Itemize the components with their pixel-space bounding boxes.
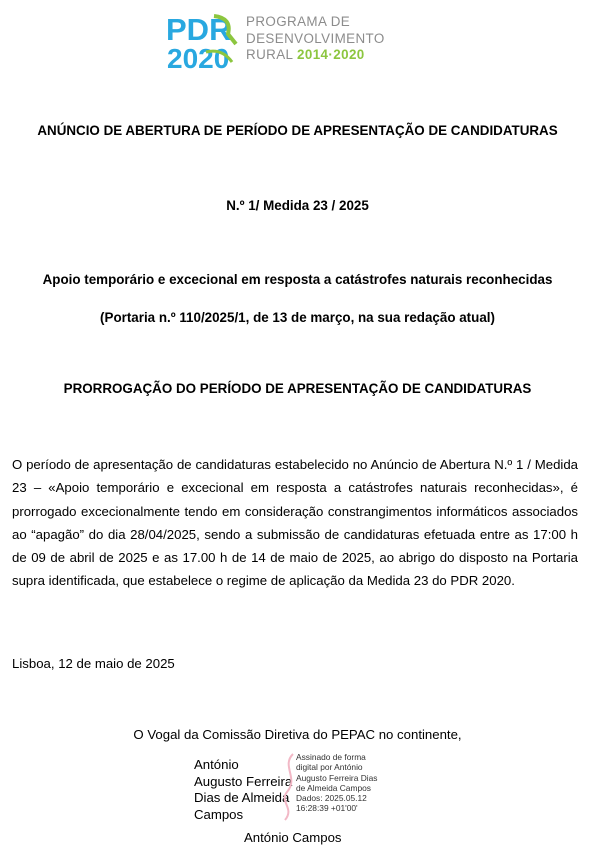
place-date: Lisboa, 12 de maio de 2025 <box>12 656 175 671</box>
digital-signature-line: Assinado de forma <box>296 752 366 762</box>
digital-signature-line: Augusto Ferreira Dias <box>296 772 378 783</box>
signatory-role: O Vogal da Comissão Diretiva do PEPAC no continente, <box>133 727 462 742</box>
logo-line-3 <box>246 47 385 64</box>
signature-name-line: António <box>194 757 239 772</box>
signature-name-line: Dias de Almeida <box>194 790 290 805</box>
logo-text <box>246 14 385 64</box>
signer-name: António Campos <box>244 830 342 845</box>
body-paragraph: O período de apresentação de candidaturas estabelecido no Anúncio de Abertura N.º 1 / Medida 23 – «Apoio temporário e excecional em resposta a catástrofes naturais reconhecidas», é prorrogado excecionalmente tendo em consideração constrangimentos informáticos associados ao “apagão” do dia 28/04/2025, sendo a submissão de candidaturas efetuada entre as 17:00 h de 09 de abril de 2025 e as 17.00 h de 14 de maio de 2025, ao abrigo do disposto na Portaria supra identificada, que estabelece o regime de aplicação da Medida 23 do PDR 2020. <box>12 457 578 589</box>
signature-name-line: Augusto Ferreira <box>194 773 293 789</box>
svg-text:2020: 2020 <box>167 43 230 70</box>
logo-line-3-prefix: RURAL <box>246 47 298 62</box>
announcement-heading: ANÚNCIO DE ABERTURA DE PERÍODO DE APRESENTAÇÃO DE CANDIDATURAS <box>37 123 558 138</box>
announcement-number: N.º 1/ Medida 23 / 2025 <box>226 198 369 213</box>
digital-signature-details <box>296 752 377 814</box>
digital-signature-line: digital por António <box>296 762 363 773</box>
digital-signature-line: de Almeida Campos <box>296 782 371 793</box>
digital-signature-line: Dados: 2025.05.12 <box>296 793 367 804</box>
logo-line-2: DESENVOLVIMENTO <box>246 30 385 46</box>
signature-name-line: Campos <box>194 806 244 822</box>
logo-years: 2014·2020 <box>297 47 365 62</box>
section-title: PRORROGAÇÃO DO PERÍODO DE APRESENTAÇÃO DE CANDIDATURAS <box>63 381 532 396</box>
portaria-reference: (Portaria n.º 110/2025/1, de 13 de março, na sua redação atual) <box>100 310 495 325</box>
digital-signature-line: 16:28:39 +01'00' <box>296 803 358 814</box>
logo-line-1: PROGRAMA DE <box>246 14 351 29</box>
svg-text:PDR: PDR <box>166 12 232 47</box>
pdr2020-logo-mark <box>166 12 238 70</box>
announcement-subject: Apoio temporário e excecional em resposta a catástrofes naturais reconhecidas <box>42 272 553 287</box>
pdr2020-logo <box>166 12 396 70</box>
